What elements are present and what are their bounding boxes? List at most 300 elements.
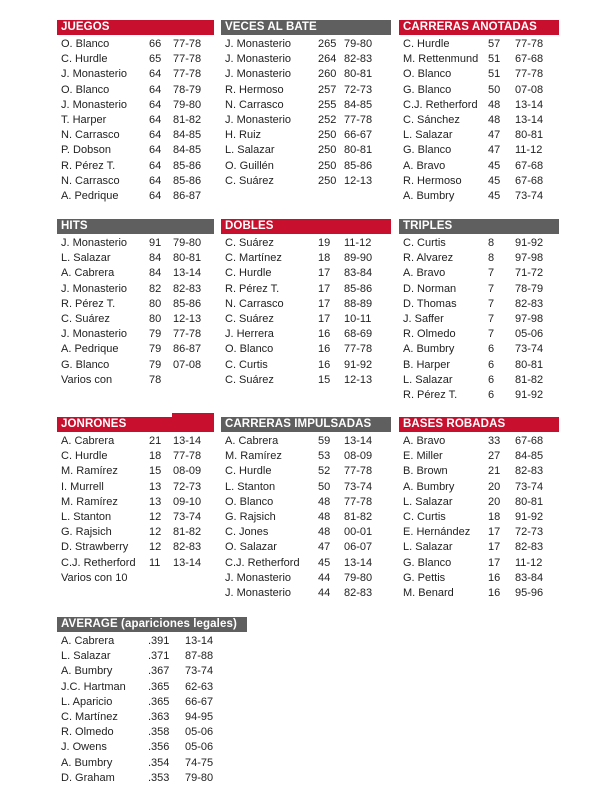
season-cell: 72-73 <box>344 83 373 96</box>
table-row <box>57 695 247 710</box>
value-cell: 250 <box>318 129 337 142</box>
season-cell: 85-86 <box>173 174 202 187</box>
season-cell: 66-67 <box>344 129 373 142</box>
value-cell: 64 <box>149 159 162 172</box>
player-cell: C. Hurdle <box>61 53 108 66</box>
value-cell: 16 <box>318 328 331 341</box>
season-cell: 13-14 <box>344 556 373 569</box>
season-cell: 05-06 <box>185 741 214 754</box>
player-cell: A. Bumbry <box>403 480 455 493</box>
table-row <box>399 251 559 266</box>
value-cell: 17 <box>488 556 501 569</box>
table-row <box>221 525 391 540</box>
table-row <box>57 649 247 664</box>
value-cell: 48 <box>318 510 331 523</box>
table-row <box>57 510 214 525</box>
table-row <box>399 52 559 67</box>
value-cell: 51 <box>488 68 501 81</box>
value-cell: 45 <box>488 174 501 187</box>
season-cell: 09-10 <box>173 495 202 508</box>
player-cell: L. Salazar <box>403 495 453 508</box>
value-cell: 17 <box>318 297 331 310</box>
table-row <box>57 159 214 174</box>
table-row <box>57 756 247 771</box>
season-cell: 91-92 <box>515 237 544 249</box>
table-row <box>57 571 214 586</box>
player-cell: H. Ruiz <box>225 129 262 142</box>
table-row <box>57 236 214 251</box>
player-cell: J. Monasterio <box>225 586 292 599</box>
table-row <box>399 128 559 143</box>
table-row <box>221 586 391 601</box>
season-cell: 79-80 <box>173 98 202 111</box>
table-row <box>221 342 391 357</box>
table-row <box>57 282 214 297</box>
table-row <box>399 449 559 464</box>
season-cell: 82-83 <box>515 541 544 554</box>
value-cell: 64 <box>149 189 162 202</box>
value-cell: 64 <box>149 144 162 157</box>
player-cell: Varios con 10 <box>61 571 128 584</box>
table-row <box>221 327 391 342</box>
value-cell: 260 <box>318 68 337 81</box>
player-cell: E. Hernández <box>403 526 471 539</box>
player-cell: C. Hurdle <box>225 465 272 478</box>
season-cell: 79-80 <box>344 38 373 50</box>
value-cell: 6 <box>488 388 495 401</box>
player-cell: O. Blanco <box>225 495 274 508</box>
table-row <box>221 266 391 281</box>
player-cell: J. Monasterio <box>225 53 292 66</box>
player-cell: J. Monasterio <box>225 68 292 81</box>
value-cell: 33 <box>488 435 501 447</box>
table-row <box>221 449 391 464</box>
season-cell: 72-73 <box>515 526 544 539</box>
season-cell: 80-81 <box>173 252 202 265</box>
season-cell: 05-06 <box>185 726 214 739</box>
value-cell: 48 <box>488 113 501 126</box>
player-cell: G. Rajsich <box>225 510 276 523</box>
season-cell: 97-98 <box>515 312 544 325</box>
player-cell: C. Martínez <box>61 710 118 723</box>
value-cell: 44 <box>318 586 331 599</box>
table-row <box>57 664 247 679</box>
player-cell: B. Harper <box>403 358 451 371</box>
player-cell: A. Pedrique <box>61 343 119 356</box>
season-cell: 80-81 <box>515 129 544 142</box>
season-cell: 84-85 <box>173 129 202 142</box>
table-row <box>399 525 559 540</box>
player-cell: C. Suárez <box>225 373 274 386</box>
value-cell: 64 <box>149 98 162 111</box>
value-cell: 78 <box>149 373 162 386</box>
value-cell: 48 <box>318 526 331 539</box>
value-cell: .367 <box>148 665 170 678</box>
table-row <box>57 67 214 82</box>
table-row <box>57 327 214 342</box>
season-cell: 95-96 <box>515 586 544 599</box>
player-cell: M. Ramírez <box>225 450 282 463</box>
table-row <box>57 434 214 449</box>
player-cell: O. Blanco <box>61 38 110 50</box>
value-cell: 264 <box>318 53 337 66</box>
table-row <box>399 540 559 555</box>
table-row <box>399 510 559 525</box>
season-cell: 80-81 <box>344 68 373 81</box>
table-row <box>399 388 559 403</box>
value-cell: .363 <box>148 710 170 723</box>
value-cell: 45 <box>488 159 501 172</box>
player-cell: A. Bumbry <box>403 343 455 356</box>
value-cell: 45 <box>318 556 331 569</box>
value-cell: 52 <box>318 465 331 478</box>
player-cell: O. Blanco <box>403 68 452 81</box>
player-cell: G. Blanco <box>403 556 452 569</box>
season-cell: 08-09 <box>344 450 373 463</box>
season-cell: 88-89 <box>344 297 373 310</box>
section-impulsadas <box>221 417 391 601</box>
table-row <box>399 297 559 312</box>
table-row <box>221 373 391 388</box>
player-cell: M. Benard <box>403 586 454 599</box>
section-title: VECES AL BATE <box>221 20 391 35</box>
value-cell: 64 <box>149 129 162 142</box>
season-cell: 97-98 <box>515 252 544 265</box>
value-cell: 82 <box>149 282 162 295</box>
table-row <box>399 373 559 388</box>
value-cell: 64 <box>149 174 162 187</box>
player-cell: A. Cabrera <box>61 435 115 447</box>
season-cell: 74-75 <box>185 756 214 769</box>
value-cell: 79 <box>149 328 162 341</box>
value-cell: .358 <box>148 726 170 739</box>
table-row <box>221 83 391 98</box>
season-cell: 79-80 <box>173 237 202 249</box>
table-row <box>57 266 214 281</box>
season-cell: 82-83 <box>515 465 544 478</box>
season-cell: 77-78 <box>173 38 202 50</box>
value-cell: 17 <box>318 282 331 295</box>
player-cell: O. Blanco <box>225 343 274 356</box>
value-cell: 250 <box>318 159 337 172</box>
season-cell: 85-86 <box>173 297 202 310</box>
value-cell: 64 <box>149 113 162 126</box>
section-title: HITS <box>57 219 214 234</box>
season-cell: 81-82 <box>173 526 202 539</box>
header-tab-accent <box>172 413 214 432</box>
value-cell: 17 <box>318 312 331 325</box>
player-cell: L. Salazar <box>61 650 111 663</box>
season-cell: 12-13 <box>344 373 373 386</box>
player-cell: C.J. Retherford <box>61 556 136 569</box>
player-cell: J. Monasterio <box>61 282 128 295</box>
value-cell: .356 <box>148 741 170 754</box>
value-cell: .391 <box>148 635 170 647</box>
value-cell: 15 <box>318 373 331 386</box>
player-cell: A. Bumbry <box>403 189 455 202</box>
table-row <box>57 189 214 204</box>
value-cell: 257 <box>318 83 337 96</box>
table-row <box>57 312 214 327</box>
player-cell: J. Saffer <box>403 312 444 325</box>
value-cell: .365 <box>148 695 170 708</box>
value-cell: .353 <box>148 771 170 784</box>
value-cell: 27 <box>488 450 501 463</box>
value-cell: 17 <box>488 541 501 554</box>
table-row <box>57 540 214 555</box>
table-row <box>57 358 214 373</box>
section-triples <box>399 219 559 403</box>
section-title: CARRERAS ANOTADAS <box>399 20 559 35</box>
season-cell: 94-95 <box>185 710 214 723</box>
value-cell: 21 <box>488 465 501 478</box>
value-cell: .371 <box>148 650 170 663</box>
player-cell: T. Harper <box>61 113 107 126</box>
table-row <box>57 449 214 464</box>
season-cell: 77-78 <box>173 450 202 463</box>
table-row <box>57 480 214 495</box>
value-cell: 7 <box>488 312 495 325</box>
season-cell: 77-78 <box>173 68 202 81</box>
player-cell: J. Monasterio <box>61 328 128 341</box>
value-cell: 80 <box>149 297 162 310</box>
table-row <box>57 83 214 98</box>
value-cell: 21 <box>149 435 162 447</box>
season-cell: 73-74 <box>344 480 373 493</box>
value-cell: 8 <box>488 252 495 265</box>
table-row <box>57 710 247 725</box>
season-cell: 91-92 <box>515 388 544 401</box>
player-cell: D. Graham <box>61 771 115 784</box>
player-cell: G. Blanco <box>403 83 452 96</box>
table-row <box>399 37 559 52</box>
season-cell: 83-84 <box>515 571 544 584</box>
table-row <box>221 236 391 251</box>
value-cell: 47 <box>318 541 331 554</box>
season-cell: 85-86 <box>173 159 202 172</box>
player-cell: R. Pérez T. <box>225 282 280 295</box>
player-cell: C. Hurdle <box>403 38 450 50</box>
season-cell: 79-80 <box>185 771 214 784</box>
season-cell: 66-67 <box>185 695 214 708</box>
player-cell: C. Curtis <box>403 510 446 523</box>
season-cell: 68-69 <box>344 328 373 341</box>
season-cell: 73-74 <box>173 510 202 523</box>
player-cell: C.J. Retherford <box>225 556 300 569</box>
table-row <box>57 680 247 695</box>
table-row <box>399 189 559 204</box>
player-cell: R. Olmedo <box>403 328 456 341</box>
value-cell: 7 <box>488 297 495 310</box>
value-cell: 57 <box>488 38 501 50</box>
player-cell: N. Carrasco <box>225 297 284 310</box>
value-cell: 84 <box>149 267 162 280</box>
section-title: AVERAGE (apariciones legales) <box>57 617 247 632</box>
value-cell: 17 <box>488 526 501 539</box>
player-cell: A. Cabrera <box>225 435 279 447</box>
player-cell: A. Cabrera <box>61 267 115 280</box>
player-cell: B. Brown <box>403 465 448 478</box>
value-cell: 13 <box>149 495 162 508</box>
season-cell: 11-12 <box>515 144 543 157</box>
player-cell: C. Sánchez <box>403 113 460 126</box>
value-cell: 16 <box>488 571 501 584</box>
value-cell: 48 <box>318 495 331 508</box>
table-row <box>221 312 391 327</box>
section-carreras-anotadas <box>399 20 559 204</box>
season-cell: 71-72 <box>515 267 544 280</box>
table-row <box>57 464 214 479</box>
table-row <box>399 480 559 495</box>
table-row <box>57 342 214 357</box>
table-row <box>57 37 214 52</box>
season-cell: 77-78 <box>173 328 202 341</box>
player-cell: C. Curtis <box>225 358 268 371</box>
table-row <box>399 464 559 479</box>
season-cell: 82-83 <box>173 541 202 554</box>
table-row <box>57 771 247 786</box>
table-row <box>57 174 214 189</box>
table-row <box>399 358 559 373</box>
season-cell: 10-11 <box>344 312 372 325</box>
season-cell: 81-82 <box>173 113 202 126</box>
table-row <box>399 571 559 586</box>
table-row <box>221 251 391 266</box>
value-cell: 16 <box>488 586 501 599</box>
season-cell: 13-14 <box>173 435 202 447</box>
value-cell: 18 <box>149 450 162 463</box>
season-cell: 00-01 <box>344 526 373 539</box>
player-cell: E. Miller <box>403 450 443 463</box>
value-cell: 6 <box>488 358 495 371</box>
player-cell: C. Curtis <box>403 237 446 249</box>
table-row <box>57 556 214 571</box>
season-cell: 72-73 <box>173 480 202 493</box>
table-row <box>57 740 247 755</box>
value-cell: 12 <box>149 510 162 523</box>
table-row <box>399 143 559 158</box>
season-cell: 67-68 <box>515 53 544 66</box>
player-cell: D. Strawberry <box>61 541 129 554</box>
season-cell: 67-68 <box>515 435 544 447</box>
season-cell: 73-74 <box>515 480 544 493</box>
player-cell: I. Murrell <box>61 480 104 493</box>
table-row <box>221 510 391 525</box>
season-cell: 84-85 <box>515 450 544 463</box>
table-row <box>57 725 247 740</box>
player-cell: C. Suárez <box>61 312 110 325</box>
table-row <box>399 266 559 281</box>
season-cell: 73-74 <box>185 665 214 678</box>
player-cell: J. Monasterio <box>225 113 292 126</box>
season-cell: 82-83 <box>515 297 544 310</box>
value-cell: 84 <box>149 252 162 265</box>
value-cell: 20 <box>488 495 501 508</box>
season-cell: 91-92 <box>344 358 373 371</box>
table-row <box>221 37 391 52</box>
player-cell: C. Martínez <box>225 252 282 265</box>
table-row <box>57 297 214 312</box>
season-cell: 73-74 <box>515 189 544 202</box>
table-row <box>399 495 559 510</box>
player-cell: J. Monasterio <box>225 38 292 50</box>
value-cell: 6 <box>488 373 495 386</box>
table-row <box>57 128 214 143</box>
value-cell: 250 <box>318 144 337 157</box>
player-cell: C. Jones <box>225 526 269 539</box>
table-row <box>399 67 559 82</box>
value-cell: 50 <box>318 480 331 493</box>
table-row <box>399 586 559 601</box>
season-cell: 08-09 <box>173 465 202 478</box>
player-cell: R. Alvarez <box>403 252 454 265</box>
player-cell: A. Pedrique <box>61 189 119 202</box>
player-cell: Varios con <box>61 373 113 386</box>
table-row <box>57 143 214 158</box>
table-row <box>221 571 391 586</box>
value-cell: .365 <box>148 680 170 693</box>
value-cell: 66 <box>149 38 162 50</box>
player-cell: G. Pettis <box>403 571 446 584</box>
season-cell: 07-08 <box>515 83 544 96</box>
table-row <box>399 113 559 128</box>
table-row <box>57 495 214 510</box>
player-cell: A. Bravo <box>403 159 446 172</box>
table-row <box>221 143 391 158</box>
season-cell: 82-83 <box>344 53 373 66</box>
table-row <box>399 327 559 342</box>
table-row <box>221 480 391 495</box>
value-cell: 64 <box>149 68 162 81</box>
player-cell: G. Blanco <box>403 144 452 157</box>
player-cell: A. Bravo <box>403 267 446 280</box>
table-row <box>399 159 559 174</box>
value-cell: 59 <box>318 435 331 447</box>
player-cell: O. Blanco <box>61 83 110 96</box>
value-cell: 51 <box>488 53 501 66</box>
section-juegos <box>57 20 214 204</box>
season-cell: 67-68 <box>515 174 544 187</box>
player-cell: C. Suárez <box>225 237 274 249</box>
value-cell: 252 <box>318 113 337 126</box>
player-cell: N. Carrasco <box>225 98 284 111</box>
season-cell: 77-78 <box>515 68 544 81</box>
player-cell: L. Stanton <box>61 510 112 523</box>
season-cell: 86-87 <box>173 343 202 356</box>
value-cell: 18 <box>488 510 501 523</box>
season-cell: 91-92 <box>515 510 544 523</box>
value-cell: 17 <box>318 267 331 280</box>
value-cell: 8 <box>488 237 495 249</box>
player-cell: R. Pérez T. <box>403 388 458 401</box>
season-cell: 13-14 <box>185 635 214 647</box>
player-cell: L. Salazar <box>61 252 111 265</box>
value-cell: 79 <box>149 343 162 356</box>
season-cell: 13-14 <box>173 556 202 569</box>
season-cell: 78-79 <box>173 83 202 96</box>
player-cell: C.J. Retherford <box>403 98 478 111</box>
table-row <box>57 634 247 649</box>
season-cell: 62-63 <box>185 680 214 693</box>
table-row <box>399 98 559 113</box>
player-cell: R. Pérez T. <box>61 297 116 310</box>
player-cell: C. Hurdle <box>61 450 108 463</box>
value-cell: 12 <box>149 526 162 539</box>
value-cell: 16 <box>318 358 331 371</box>
value-cell: 64 <box>149 83 162 96</box>
table-row <box>399 434 559 449</box>
value-cell: 47 <box>488 144 501 157</box>
